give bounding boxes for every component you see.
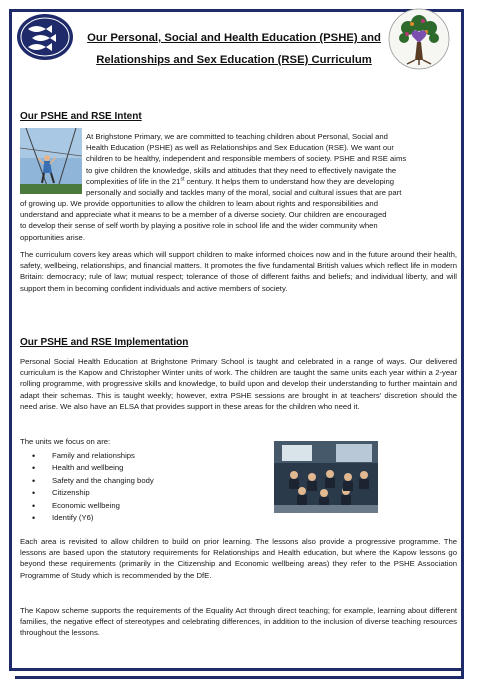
implementation-paragraph-2: Each area is revisited to allow children to build on prior learning. The lessons also provide a progressive programme. The lessons are based upon the statutory requirements for Relationships and Health education, but where the Kapow lessons go beyond these requirements (primarily in the Citizenship and Economic wellbeing areas) they refer to the PSHE Association Programme of Study which is recommended by the DfE. [20,537,457,580]
intent-line-2: Health Education (PSHE) as well as Relationships and Sex Education (RSE). We want our [86,143,394,153]
title-line-1: Our Personal, Social and Health Education (PSHE) and [87,32,381,44]
superscript-st: st [180,176,185,183]
intent-line-7: of growing up. We provide opportunities to allow the children to learn about rights and responsibilities and [20,199,378,208]
implementation-heading: Our PSHE and RSE Implementation [20,337,189,348]
climbing-photo [20,128,82,194]
title-line-2: Relationships and Sex Education (RSE) Curriculum [96,54,372,66]
school-fish-logo-icon [16,13,74,61]
classroom-photo [274,441,378,513]
intent-line-10: opportunities arise. [20,232,85,242]
list-item: • Identify (Y6) [28,512,154,524]
implementation-paragraph-1: Personal Social Health Education at Brighstone Primary School is taught and celebrated in a range of ways. Our delivered curriculum is the Kapow and Christopher Winter units of work. The children are taught the same units each year within a 2-year rolling programme, with progressive skills and knowledge, to build upon and develop their understanding to further maintain and adapt their schemas. This is taught weekly; however, extra PSHE sessions are brought in at teachers' discretion should the need arise. We also have an ELSA that provides support in these areas for the children who need it. [20,357,457,411]
intent-line-5-tail: century. It helps them to understand how they are developing [184,176,395,186]
intent-heading: Our PSHE and RSE Intent [20,111,142,122]
intent-line-6: personally and socially and tackles many of the moral, social and cultural issues that are part [86,188,402,198]
intent-line-9: to develop their sense of self worth by playing a positive role in school life and the wider community when [20,221,378,231]
intent-paragraph-2: The curriculum covers key areas which will support children to make informed choices now and in the future around their health, safety, wellbeing, relationships, and financial matters. It promotes the five fundamental British values which reflect life in modern Britain: democracy; rule of law; mutual respect; tolerance of those of different faiths and beliefs; and individual liberty, and will support them in becoming confident individuals and active members of society. [20,250,457,293]
intent-line-8: understand and appreciate what it means to be a member of a diverse society. Our children are encouraged [20,210,387,220]
list-item: • Economic wellbeing [28,500,154,512]
units-intro: The units we focus on are: [20,437,111,446]
school-tree-logo-icon [388,6,450,72]
list-item: • Safety and the changing body [28,475,154,487]
list-item: • Citizenship [28,487,154,499]
units-list [28,450,154,524]
intent-paragraph-1-bottom [20,198,457,243]
intent-line-1: At Brighstone Primary, we are committed to teaching children about Personal, Social and [86,132,388,141]
intent-line-4: to give children the knowledge, skills and attitudes that they need to effectively navigate the [86,165,397,175]
implementation-paragraph-3: The Kapow scheme supports the requirements of the Equality Act through direct teaching; for example, learning about different families, the negative effect of stereotypes and celebrating differences, in addition to the inclusion of diverse teaching resources throughout the lessons. [20,606,457,638]
intent-line-3: children to be healthy, independent and responsible members of society. PSHE and RSE aims [86,154,407,164]
page-title [84,27,384,71]
intent-line-5: complexities of life in the 21 [86,176,181,186]
list-item: • Family and relationships [28,450,154,462]
list-item: • Health and wellbeing [28,462,154,474]
intent-paragraph-1-top [86,131,457,198]
